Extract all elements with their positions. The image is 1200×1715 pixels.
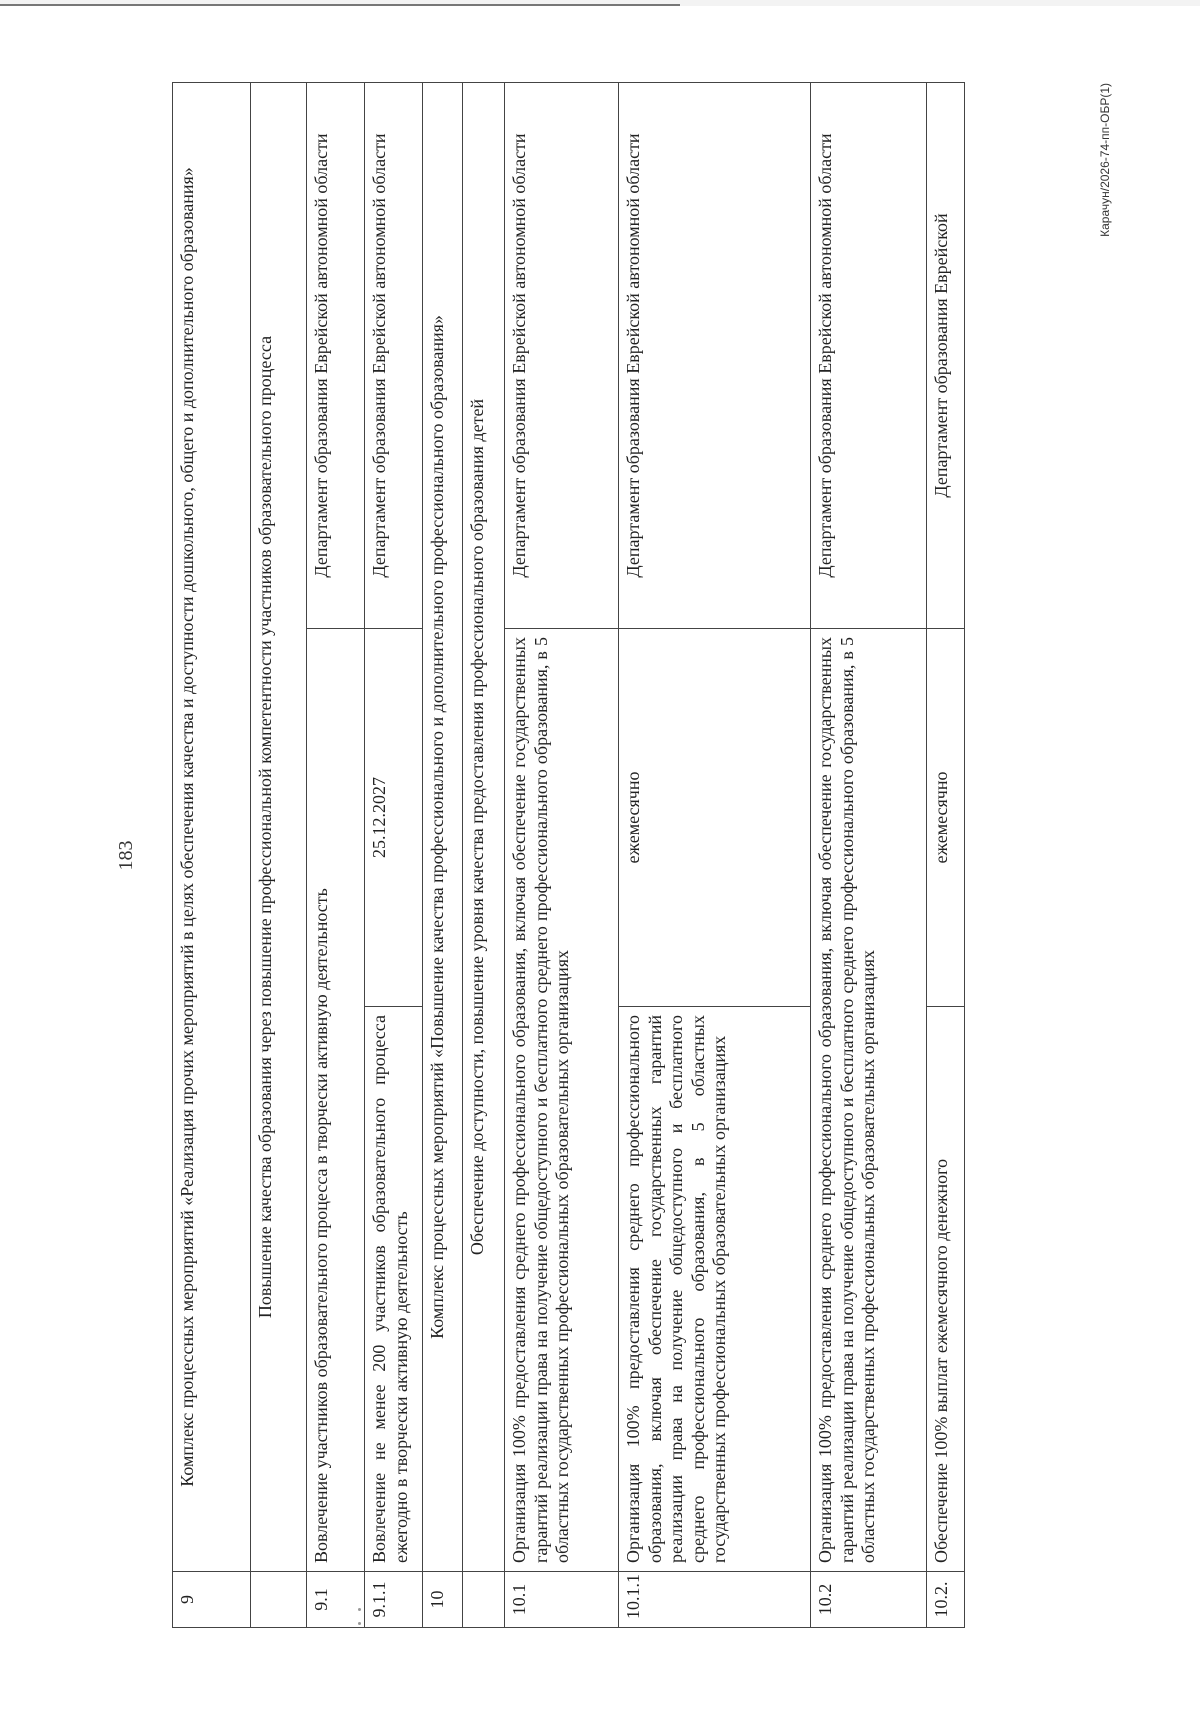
row-number: 10.2	[811, 1572, 927, 1628]
deadline: ежемесячно	[927, 629, 965, 1007]
program-title: Комплекс процессных мероприятий «Реализация прочих мероприятий в целях обеспечения качества и доступности дошкольного, общего и дополнительного образования»	[173, 82, 251, 1571]
row-number: 10.1	[505, 1572, 619, 1628]
scan-artifact-line	[0, 4, 680, 6]
table-row	[505, 82, 619, 1627]
task-title: Повышение качества образования через повышение профессиональной компетентности участников образовательного процесса	[251, 82, 307, 1571]
measure-name: Организация 100% предоставления среднего профессионального образования, включая обеспечение государственных гарантий реализации права на получение общедоступного и бесплатного среднего профессионального образования, в 5 областных государственных профессиональных образовательных организациях	[811, 629, 927, 1572]
program-title: Комплекс процессных мероприятий «Повышение качества профессионального и дополнительного профессионального образования»	[423, 82, 463, 1571]
document-reference: Карачун/2026-74-пп-ОБР(1)	[1098, 83, 1112, 237]
row-number	[251, 1572, 307, 1628]
measure-name: Обеспечение 100% выплат ежемесячного денежного	[927, 1007, 965, 1572]
measure-name: Вовлечение не менее 200 участников образовательного процесса ежегодно в творчески активную деятельность	[365, 1007, 423, 1572]
table-row	[463, 82, 505, 1627]
row-number: 10	[423, 1572, 463, 1628]
table-row	[251, 82, 307, 1627]
table-row	[423, 82, 463, 1627]
responsible-executor: Департамент образования Еврейской автономной области	[307, 82, 365, 628]
row-number: 9.1	[307, 1572, 365, 1628]
measure-name: Организация 100% предоставления среднего профессионального образования, включая обеспечение государственных гарантий реализации права на получение общедоступного и бесплатного среднего профессионального образования, в 5 областных государственных профессиональных образовательных организациях	[505, 629, 619, 1572]
table-row	[619, 82, 811, 1627]
table-row	[927, 82, 965, 1627]
table-row	[173, 82, 251, 1627]
row-number: 9.1.1	[365, 1572, 423, 1628]
row-number: 10.1.1	[619, 1572, 811, 1628]
row-number: 10.2.	[927, 1572, 965, 1628]
responsible-executor: Департамент образования Еврейской автономной области	[365, 82, 423, 628]
table-row	[811, 82, 927, 1627]
deadline: ежемесячно	[619, 629, 811, 1007]
responsible-executor: Департамент образования Еврейской автономной области	[505, 82, 619, 628]
responsible-executor: Департамент образования Еврейской автономной области	[619, 82, 811, 628]
deadline: 25.12.2027	[365, 629, 423, 1007]
table-row	[365, 82, 423, 1627]
measure-name: Организация 100% предоставления среднего профессионального образования, включая обеспечение государственных гарантий реализации права на получение общедоступного и бесплатного среднего профессионального образования, в 5 областных государственных профессиональных образовательных организациях	[619, 1007, 811, 1572]
measure-name: Вовлечение участников образовательного процесса в творчески активную деятельность	[307, 629, 365, 1572]
task-title: Обеспечение доступности, повышение уровня качества предоставления профессионального образования детей	[463, 82, 505, 1571]
table-row	[307, 82, 365, 1627]
measures-table	[172, 82, 965, 1628]
responsible-executor: Департамент образования Еврейской	[927, 82, 965, 628]
row-number: 9	[173, 1572, 251, 1628]
page-number: 183	[115, 840, 137, 871]
document-page	[100, 63, 1112, 1648]
responsible-executor: Департамент образования Еврейской автономной области	[811, 82, 927, 628]
row-number	[463, 1572, 505, 1628]
